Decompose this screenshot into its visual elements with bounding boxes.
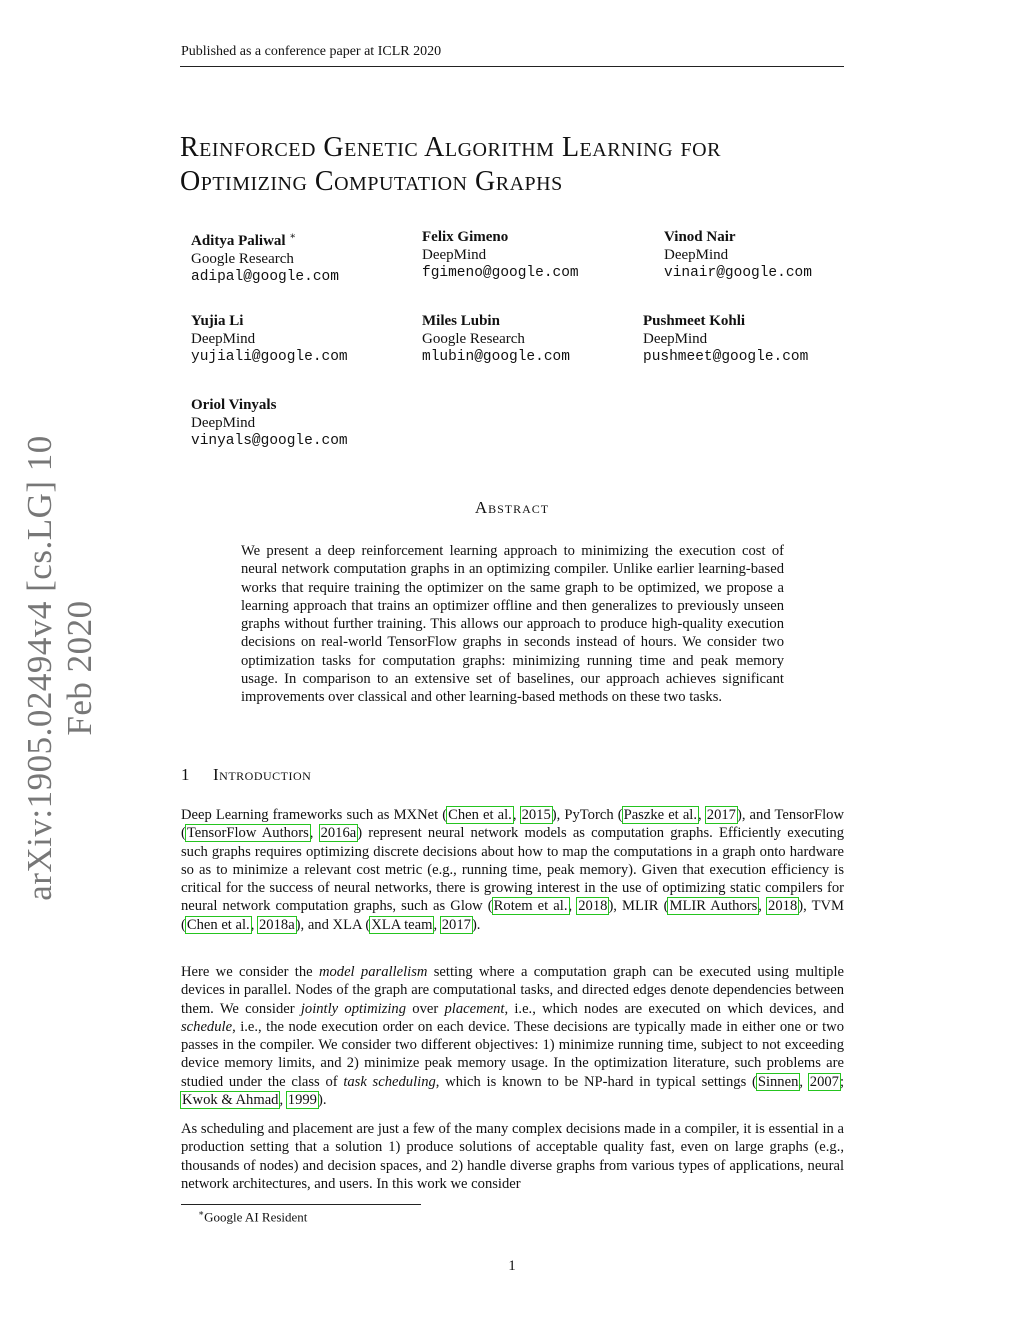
- citation-link[interactable]: Chen et al.: [448, 807, 512, 823]
- emphasis: schedule: [181, 1018, 233, 1035]
- author-email[interactable]: vinair@google.com: [664, 265, 812, 281]
- citation-year-link[interactable]: 2018a: [259, 916, 295, 933]
- text-run: ,: [250, 916, 258, 933]
- text-run: ), and TensorFlow (: [181, 807, 844, 842]
- text-run: ), PyTorch (: [551, 807, 623, 823]
- author-name: Yujia Li: [191, 313, 244, 329]
- text-run: ,: [758, 898, 768, 915]
- text-run: ,: [279, 1092, 287, 1109]
- text-run: ,: [799, 1073, 809, 1090]
- citation-year-link[interactable]: 2018: [768, 898, 798, 915]
- footnote-rule: [181, 1204, 421, 1205]
- citation-year-link[interactable]: 2018: [578, 898, 608, 915]
- citation-link[interactable]: Rotem et al.: [493, 898, 568, 915]
- citation-link[interactable]: Chen et al.: [186, 916, 250, 933]
- text-run: Here we consider the: [181, 964, 319, 980]
- footnote-mark: ∗: [198, 1208, 205, 1218]
- author-name: Felix Gimeno: [422, 229, 509, 245]
- text-run: ,: [433, 916, 441, 933]
- author-affiliation: DeepMind: [664, 247, 729, 263]
- author-footnote-mark: ∗: [289, 231, 297, 242]
- citation-year-link[interactable]: 2007: [809, 1073, 839, 1090]
- author-block: [643, 312, 808, 366]
- author-block: [422, 228, 579, 282]
- citation-link[interactable]: XLA team: [371, 916, 433, 933]
- paper-title: [180, 131, 850, 199]
- author-email[interactable]: pushmeet@google.com: [643, 349, 809, 365]
- citation-link[interactable]: Sinnen: [757, 1073, 799, 1090]
- text-run: ,: [309, 825, 320, 842]
- author-name: Aditya Paliwal: [191, 233, 286, 249]
- citation-link[interactable]: Kwok & Ahmad: [182, 1092, 279, 1109]
- author-name: Pushmeet Kohli: [643, 313, 746, 329]
- citation-year-link[interactable]: 2017: [441, 916, 471, 933]
- text-run: Deep Learning frameworks such as MXNet (: [181, 807, 448, 823]
- section-heading: [181, 765, 311, 785]
- text-run: ), TVM (: [181, 898, 845, 933]
- author-block: [191, 228, 339, 286]
- text-run: ,: [512, 807, 521, 823]
- author-affiliation: DeepMind: [191, 331, 256, 347]
- emphasis: jointly optimizing: [300, 1000, 407, 1017]
- text-run: over: [406, 1000, 445, 1017]
- author-affiliation: Google Research: [422, 331, 525, 347]
- author-affiliation: DeepMind: [191, 415, 256, 431]
- author-email[interactable]: mlubin@google.com: [422, 349, 570, 365]
- text-run: ).: [317, 1092, 327, 1109]
- title-line-2: Optimizing Computation Graphs: [180, 166, 563, 197]
- citation-link[interactable]: MLIR Authors: [669, 898, 758, 915]
- citation-link[interactable]: Paszke et al.: [623, 807, 698, 823]
- intro-paragraph-3: As scheduling and placement are just a few of the many complex decisions made in a compiler, it is essential in a production setting that a solution 1) produce solutions of acceptable quality fast, even on large graphs (e.g., thousands of nodes) and decision spaces, and 2) handle diverse graphs from various types of applications, neural network architectures, and users. In this work we consider: [181, 1121, 844, 1192]
- author-block: [191, 396, 348, 450]
- text-run: ).: [471, 916, 481, 933]
- intro-paragraph-2: [181, 963, 844, 1109]
- citation-year-link[interactable]: 2016a: [320, 825, 357, 842]
- author-email[interactable]: fgimeno@google.com: [422, 265, 579, 281]
- author-name: Oriol Vinyals: [191, 397, 277, 413]
- text-run: ) represent neural network models as computation graphs. Efficiently executing such graphs requires optimizing discrete decisions about how to map the computations in a graph onto hardware so as to minimize a relevant cost metric (e.g., running time, peak memory). Given that execution efficiency is critical for the success of neural networks, there is growing interest in the use of optimizing static compilers for neural network computation graphs, such as Glow (: [181, 825, 844, 915]
- emphasis: task scheduling: [343, 1073, 436, 1090]
- emphasis: model parallelism: [318, 964, 428, 980]
- author-email[interactable]: vinyals@google.com: [191, 433, 348, 449]
- text-run: ;: [839, 1073, 845, 1090]
- footnote: [198, 1208, 307, 1225]
- text-run: , i.e., which nodes are executed on which devices, and: [504, 1000, 844, 1017]
- intro-paragraph-1: [181, 806, 844, 934]
- text-run: , i.e., the node execution order on each device. These decisions are typically made in either one or two passes in the compiler. We consider two different objectives: 1) minimize running time, subject to not exceeding device memory limits, and 2) minimize peak memory usage. In the optimization literature, such problems are studied under the class of: [181, 1018, 844, 1090]
- author-name: Vinod Nair: [664, 229, 736, 245]
- author-block: [664, 228, 812, 282]
- text-run: ,: [568, 898, 578, 915]
- author-affiliation: DeepMind: [643, 331, 708, 347]
- author-block: [422, 312, 570, 366]
- author-email[interactable]: yujiali@google.com: [191, 349, 348, 365]
- emphasis: placement: [444, 1000, 505, 1017]
- running-head: Published as a conference paper at ICLR 2020: [181, 44, 442, 59]
- text-run: setting where a computation graph can be executed using multiple devices in parallel. Nodes of the graph are computational tasks, and directed edges denote dependencies between them. We consider: [181, 964, 845, 1017]
- title-line-1: Reinforced Genetic Algorithm Learning for: [180, 132, 721, 163]
- page-number: 1: [508, 1258, 516, 1274]
- author-block: [191, 312, 348, 366]
- author-name: Miles Lubin: [422, 313, 500, 329]
- author-email[interactable]: adipal@google.com: [191, 269, 339, 285]
- text-run: ,: [698, 807, 706, 823]
- citation-year-link[interactable]: 1999: [287, 1092, 317, 1109]
- section-number: 1: [181, 765, 190, 784]
- section-title: Introduction: [213, 765, 312, 784]
- abstract-heading: Abstract: [474, 498, 550, 517]
- abstract-text: We present a deep reinforcement learning approach to minimizing the execution cost of neural network computation graphs in an optimizing compiler. Unlike earlier learning-based works that require training the optimizer on the same graph to be optimized, we propose a learning approach that trains an optimizer offline and then generalizes to previously unseen graphs without further training. This allows our approach to produce high-quality execution decisions on real-world TensorFlow graphs in seconds instead of hours. We consider two optimization tasks for computation graphs: minimizing running time and peak memory usage. In comparison to an extensive set of baselines, our approach achieves significant improvements over classical and other learning-based methods on these two tasks.: [241, 543, 784, 706]
- author-affiliation: Google Research: [191, 251, 294, 267]
- text-run: , which is known to be NP-hard in typical settings (: [435, 1073, 757, 1090]
- footnote-text: Google AI Resident: [204, 1209, 308, 1225]
- header-rule: [180, 66, 844, 67]
- citation-year-link[interactable]: 2015: [521, 807, 551, 823]
- text-run: ), and XLA (: [295, 916, 371, 933]
- author-affiliation: DeepMind: [422, 247, 487, 263]
- citation-link[interactable]: TensorFlow Authors: [186, 825, 309, 842]
- text-run: ), MLIR (: [608, 898, 669, 915]
- arxiv-side-stamp: arXiv:1905.02494v4 [cs.LG] 10 Feb 2020: [20, 435, 99, 901]
- citation-year-link[interactable]: 2017: [706, 807, 736, 823]
